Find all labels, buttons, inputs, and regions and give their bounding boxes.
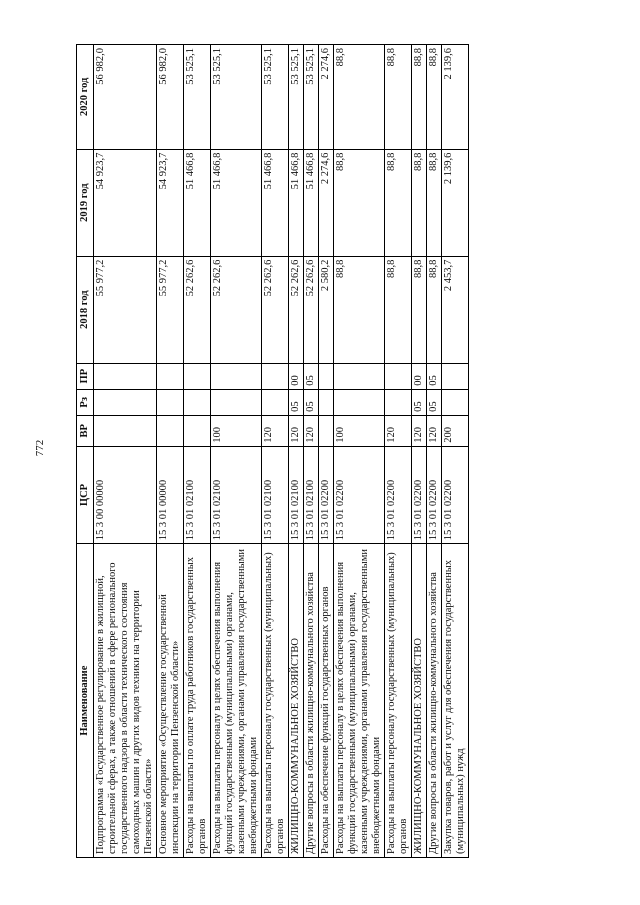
row-2019: 88,8 xyxy=(334,149,385,256)
row-rz: 05 xyxy=(304,389,319,415)
row-pr xyxy=(184,363,211,389)
row-2020: 53 525,1 xyxy=(262,45,289,150)
table-row xyxy=(427,45,442,858)
row-name: Расходы на выплаты персоналу в целях обеспечения выполнения функций государственными (муниципальными) органами, казенными учреждениями, органами управления государственными внебюджетными фондами xyxy=(211,544,262,858)
row-2018: 88,8 xyxy=(385,256,412,363)
row-vr xyxy=(184,415,211,446)
row-name: Расходы на выплаты персоналу государственных (муниципальных) органов xyxy=(385,544,412,858)
row-2020: 53 525,1 xyxy=(304,45,319,150)
budget-table xyxy=(76,44,469,858)
row-rz xyxy=(442,389,469,415)
row-csr: 15 3 01 02200 xyxy=(442,446,469,543)
row-2020: 53 525,1 xyxy=(211,45,262,150)
row-pr xyxy=(442,363,469,389)
row-2018: 55 977,2 xyxy=(94,256,157,363)
row-2020: 88,8 xyxy=(385,45,412,150)
row-csr: 15 3 01 02100 xyxy=(211,446,262,543)
row-2018: 88,8 xyxy=(334,256,385,363)
table-header-row xyxy=(77,45,94,858)
row-2019: 51 466,8 xyxy=(184,149,211,256)
row-2019: 51 466,8 xyxy=(304,149,319,256)
row-vr: 120 xyxy=(412,415,427,446)
row-name: Подпрограмма «Государственное регулирование в жилищной, строительной сферах, а также отношений в сфере регионального государственного надзора в области технического состояния самоходных машин и других видов техники на территории Пензенской области» xyxy=(94,544,157,858)
row-2019: 88,8 xyxy=(385,149,412,256)
row-vr: 200 xyxy=(442,415,469,446)
table-row xyxy=(385,45,412,858)
row-2018: 88,8 xyxy=(412,256,427,363)
row-vr: 120 xyxy=(427,415,442,446)
row-2018: 52 262,6 xyxy=(184,256,211,363)
row-name: Расходы на выплаты персоналу в целях обеспечения выполнения функций государственными (муниципальными) органами, казенными учреждениями, органами управления государственными внебюджетными фондами xyxy=(334,544,385,858)
row-pr xyxy=(385,363,412,389)
row-2020: 88,8 xyxy=(334,45,385,150)
row-pr: 05 xyxy=(427,363,442,389)
row-name: Расходы на выплаты персоналу государственных (муниципальных) органов xyxy=(262,544,289,858)
table-row xyxy=(94,45,157,858)
header-2020: 2020 год xyxy=(77,45,94,150)
row-rz: 05 xyxy=(427,389,442,415)
row-2020: 88,8 xyxy=(427,45,442,150)
row-pr xyxy=(94,363,157,389)
row-csr: 15 3 01 02100 xyxy=(262,446,289,543)
header-2019: 2019 год xyxy=(77,149,94,256)
row-2020: 56 982,0 xyxy=(157,45,184,150)
row-csr: 15 3 01 02100 xyxy=(289,446,304,543)
row-name: Расходы на выплаты по оплате труда работников государственных органов xyxy=(184,544,211,858)
row-vr: 100 xyxy=(334,415,385,446)
row-2019: 2 274,6 xyxy=(319,149,334,256)
table-row xyxy=(289,45,304,858)
table-row xyxy=(442,45,469,858)
header-2018: 2018 год xyxy=(77,256,94,363)
header-rz: Рз xyxy=(77,389,94,415)
row-rz: 05 xyxy=(289,389,304,415)
row-csr: 15 3 01 02200 xyxy=(334,446,385,543)
row-2020: 53 525,1 xyxy=(184,45,211,150)
row-rz xyxy=(157,389,184,415)
rotated-table-container xyxy=(76,44,590,858)
row-2019: 88,8 xyxy=(412,149,427,256)
row-vr xyxy=(94,415,157,446)
header-csr: ЦСР xyxy=(77,446,94,543)
row-rz xyxy=(385,389,412,415)
row-pr xyxy=(319,363,334,389)
header-vr: ВР xyxy=(77,415,94,446)
row-name: ЖИЛИЩНО-КОММУНАЛЬНОЕ ХОЗЯЙСТВО xyxy=(289,544,304,858)
row-2020: 88,8 xyxy=(412,45,427,150)
table-row xyxy=(262,45,289,858)
row-2020: 2 274,6 xyxy=(319,45,334,150)
row-2019: 54 923,7 xyxy=(157,149,184,256)
row-2019: 88,8 xyxy=(427,149,442,256)
row-rz xyxy=(184,389,211,415)
row-csr: 15 3 01 02200 xyxy=(319,446,334,543)
table-row xyxy=(319,45,334,858)
row-csr: 15 3 01 02100 xyxy=(184,446,211,543)
row-csr: 15 3 00 00000 xyxy=(94,446,157,543)
row-2018: 52 262,6 xyxy=(211,256,262,363)
row-vr: 120 xyxy=(289,415,304,446)
row-csr: 15 3 01 02100 xyxy=(304,446,319,543)
row-pr: 05 xyxy=(304,363,319,389)
row-rz xyxy=(211,389,262,415)
row-2020: 56 982,0 xyxy=(94,45,157,150)
table-row xyxy=(304,45,319,858)
row-csr: 15 3 01 02200 xyxy=(412,446,427,543)
row-2019: 51 466,8 xyxy=(262,149,289,256)
row-2019: 2 139,6 xyxy=(442,149,469,256)
row-name: Расходы на обеспечение функций государственных органов xyxy=(319,544,334,858)
row-pr: 00 xyxy=(412,363,427,389)
row-vr: 120 xyxy=(304,415,319,446)
row-rz: 05 xyxy=(412,389,427,415)
row-vr xyxy=(157,415,184,446)
row-pr xyxy=(211,363,262,389)
row-pr xyxy=(262,363,289,389)
row-rz xyxy=(94,389,157,415)
row-pr xyxy=(334,363,385,389)
row-rz xyxy=(319,389,334,415)
row-name: Другие вопросы в области жилищно-коммунального хозяйства xyxy=(427,544,442,858)
row-2020: 53 525,1 xyxy=(289,45,304,150)
row-2020: 2 139,6 xyxy=(442,45,469,150)
row-2018: 2 580,2 xyxy=(319,256,334,363)
row-2018: 55 977,2 xyxy=(157,256,184,363)
row-pr xyxy=(157,363,184,389)
row-name: ЖИЛИЩНО-КОММУНАЛЬНОЕ ХОЗЯЙСТВО xyxy=(412,544,427,858)
table-row xyxy=(412,45,427,858)
row-vr: 100 xyxy=(211,415,262,446)
table-row xyxy=(334,45,385,858)
row-2019: 54 923,7 xyxy=(94,149,157,256)
row-2018: 52 262,6 xyxy=(289,256,304,363)
table-row xyxy=(157,45,184,858)
row-vr: 120 xyxy=(385,415,412,446)
row-2019: 51 466,8 xyxy=(211,149,262,256)
table-row xyxy=(211,45,262,858)
row-2018: 88,8 xyxy=(427,256,442,363)
row-name: Другие вопросы в области жилищно-коммунального хозяйства xyxy=(304,544,319,858)
row-vr xyxy=(319,415,334,446)
row-2019: 51 466,8 xyxy=(289,149,304,256)
row-name: Основное мероприятие «Осуществление государственной инспекции на территории Пензенской области» xyxy=(157,544,184,858)
row-2018: 2 453,7 xyxy=(442,256,469,363)
header-name: Наименование xyxy=(77,544,94,858)
row-rz xyxy=(262,389,289,415)
page-number-text: 772 xyxy=(34,439,46,457)
row-2018: 52 262,6 xyxy=(304,256,319,363)
row-name: Закупка товаров, работ и услуг для обеспечения государственных (муниципальных) нужд xyxy=(442,544,469,858)
row-2018: 52 262,6 xyxy=(262,256,289,363)
table-row xyxy=(184,45,211,858)
row-csr: 15 3 01 00000 xyxy=(157,446,184,543)
row-vr: 120 xyxy=(262,415,289,446)
header-pr: ПР xyxy=(77,363,94,389)
row-rz xyxy=(334,389,385,415)
row-csr: 15 3 01 02200 xyxy=(427,446,442,543)
row-csr: 15 3 01 02200 xyxy=(385,446,412,543)
row-pr: 00 xyxy=(289,363,304,389)
